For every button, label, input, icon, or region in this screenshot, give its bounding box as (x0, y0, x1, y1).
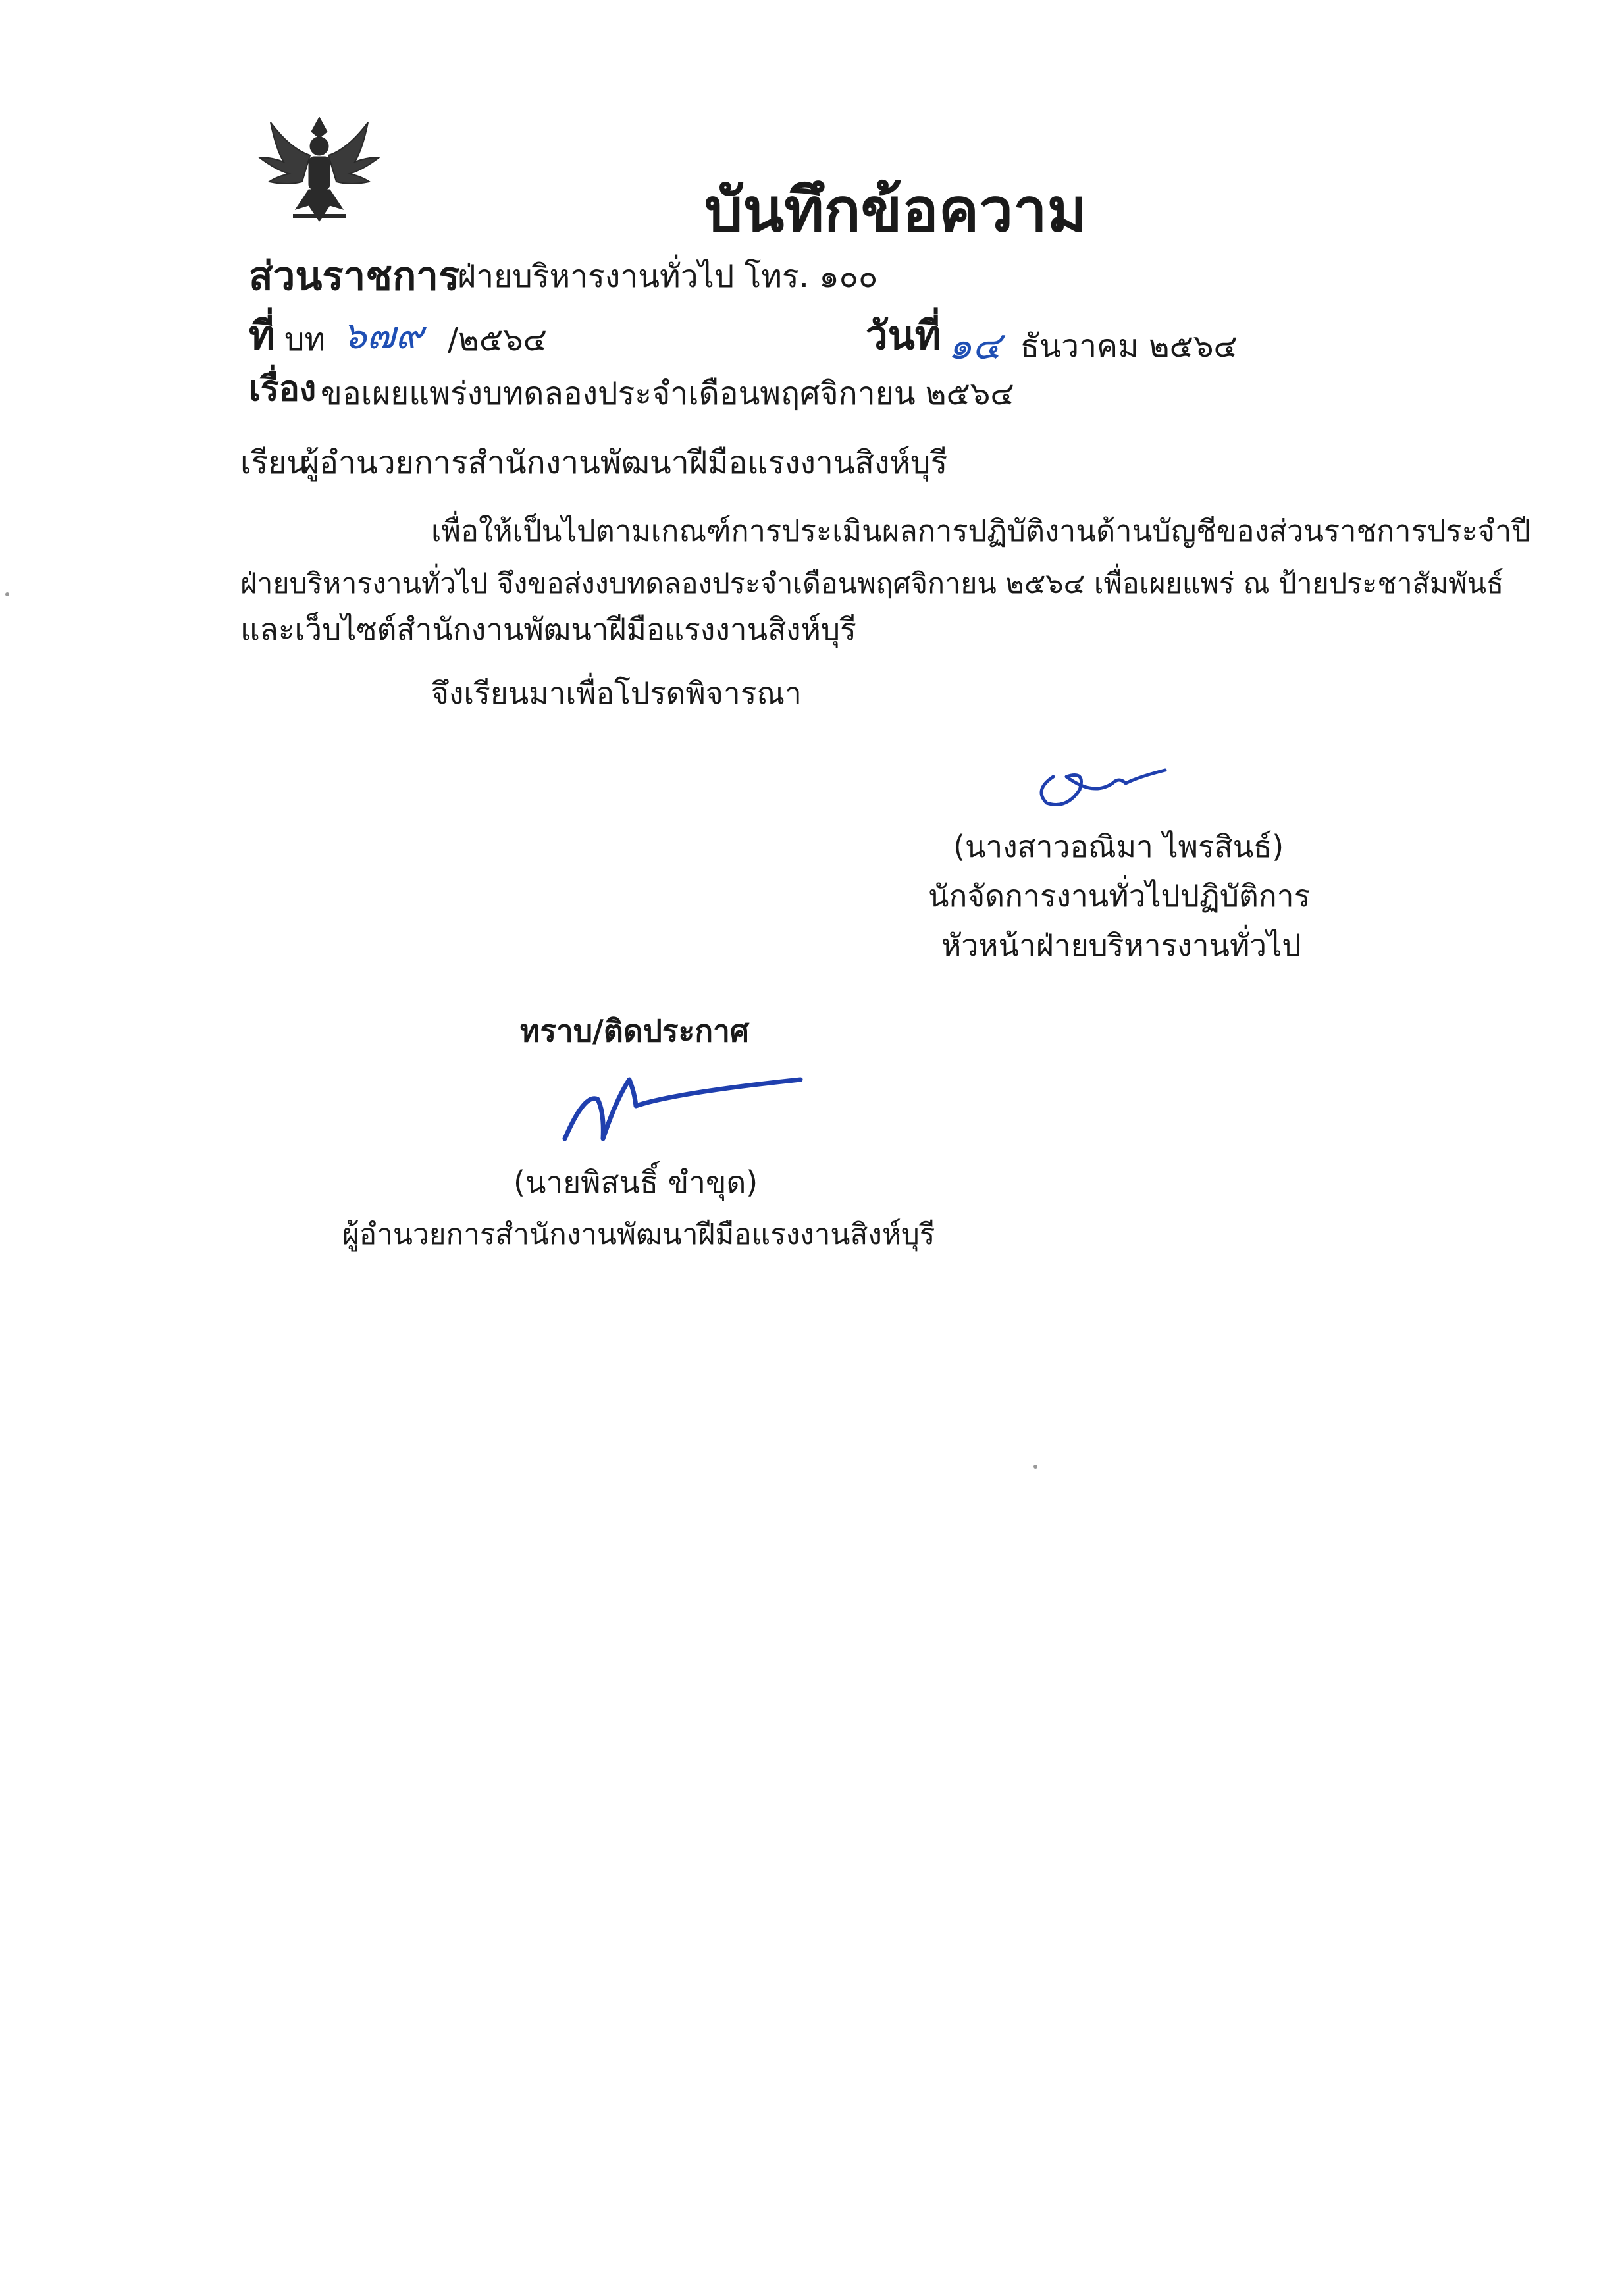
body-line-2: ฝ่ายบริหารงานทั่วไป จึงขอส่งงบทดลองประจำเดือนพฤศจิกายน ๒๕๖๔ เพื่อเผยแพร่ ณ ป้ายประชาสัมพันธ์ (240, 567, 1504, 600)
approval-note: ทราบ/ติดประกาศ (520, 1013, 750, 1049)
agency-value: ฝ่ายบริหารงานทั่วไป โทร. ๑๐๐ (458, 258, 878, 295)
approver-name: (นายพิสนธิ์ ขำขุด) (513, 1164, 758, 1200)
memo-title: บันทึกข้อความ (704, 175, 1087, 246)
subject-value: ขอเผยแพร่งบทดลองประจำเดือนพฤศจิกายน ๒๕๖๔ (321, 375, 1014, 412)
to-label: เรียน (240, 444, 309, 481)
signer-1-name: (นางสาวอณิมา ไพรสินธ์) (953, 829, 1284, 864)
date-label: วันที่ (866, 313, 941, 359)
date-day-handwritten: ๑๔ (948, 323, 1001, 368)
signature-2-mark (553, 1060, 810, 1152)
to-value: ผู้อำนวยการสำนักงานพัฒนาฝีมือแรงงานสิงห์บุรี (301, 444, 948, 481)
scan-speck (1033, 1465, 1037, 1469)
subject-label: เรื่อง (249, 369, 317, 409)
ref-label: ที่ (249, 313, 275, 359)
ref-number-handwritten: ๖๗๙ (342, 313, 423, 357)
body-line-3: และเว็บไซต์สำนักงานพัฒนาฝีมือแรงงานสิงห์บุรี (240, 612, 856, 647)
body-line-1: เพื่อให้เป็นไปตามเกณฑ์การประเมินผลการปฏิบัติงานด้านบัญชีของส่วนราชการประจำปี (431, 513, 1530, 548)
ref-year: /๒๕๖๔ (448, 321, 547, 358)
closing-line: จึงเรียนมาเพื่อโปรดพิจารณา (431, 675, 802, 711)
approver-position: ผู้อำนวยการสำนักงานพัฒนาฝีมือแรงงานสิงห์บุรี (342, 1218, 935, 1251)
scan-speck (5, 592, 9, 596)
signer-1-role: หัวหน้าฝ่ายบริหารงานทั่วไป (941, 927, 1301, 963)
ref-prefix: บท (284, 321, 326, 358)
signer-1-position: นักจัดการงานทั่วไปปฏิบัติการ (928, 878, 1311, 914)
agency-label: ส่วนราชการ (249, 253, 460, 300)
date-rest: ธันวาคม ๒๕๖๔ (1020, 328, 1238, 365)
signature-1-mark (1027, 750, 1172, 823)
garuda-emblem-icon (253, 105, 385, 230)
